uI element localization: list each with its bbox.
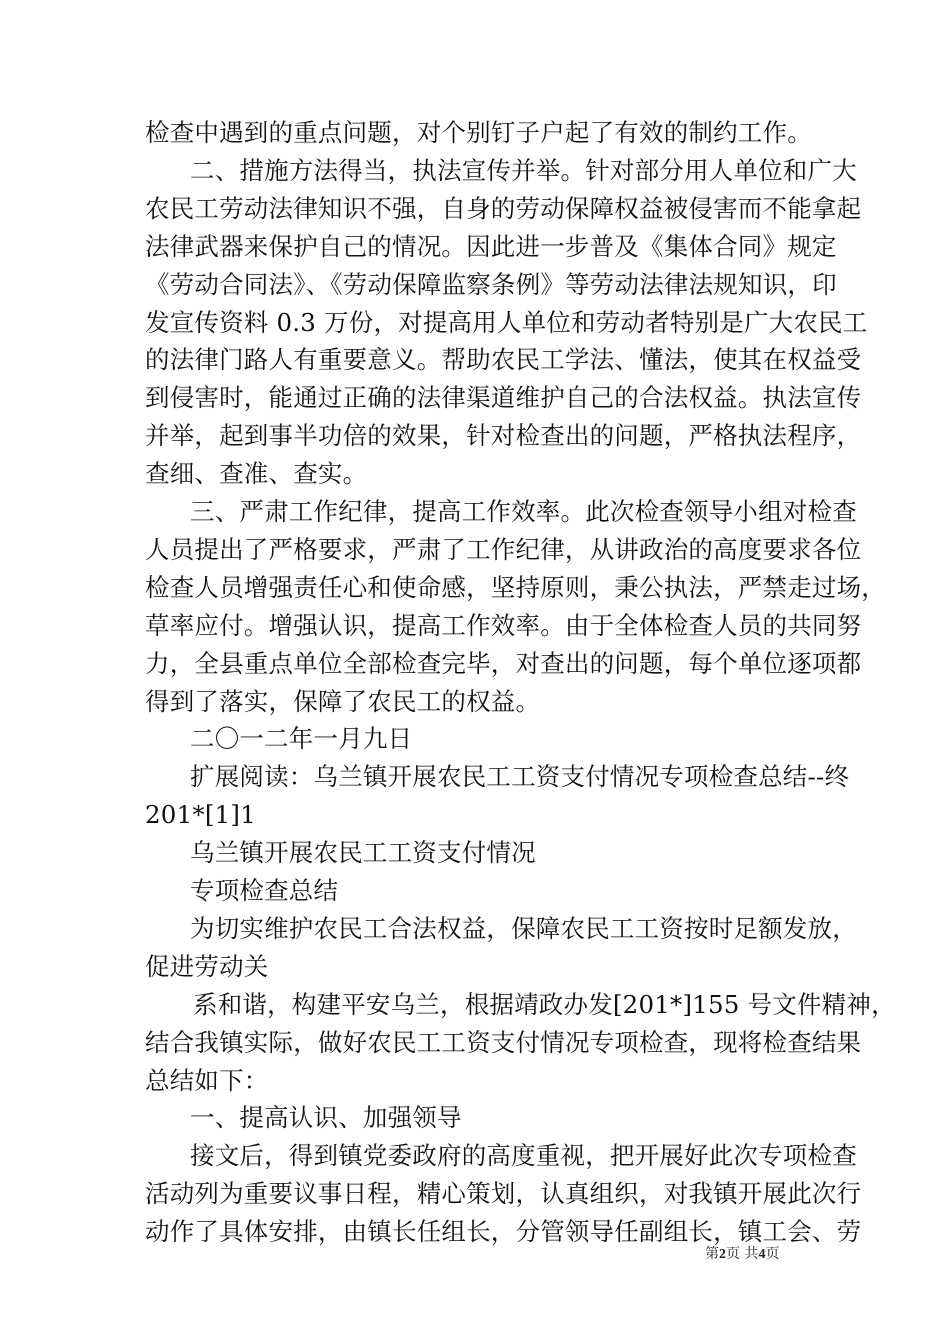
text-line: 检查人员增强责任心和使命感，坚持原则，秉公执法，严禁走过场， xyxy=(145,572,886,602)
current-page-number: 2 xyxy=(719,1247,726,1262)
section-title: 乌兰镇开展农民工工资支付情况 xyxy=(190,838,536,868)
text-line: 查细、查准、查实。 xyxy=(145,459,368,489)
footer-middle: 页 共 xyxy=(726,1246,759,1262)
text-line: 发宣传资料 0.3 万份，对提高用人单位和劳动者特别是广大农民工 xyxy=(145,307,868,337)
text-line: 促进劳动关 xyxy=(145,951,269,981)
text-line: 法律武器来保护自己的情况。因此进一步普及《集体合同》规定 xyxy=(145,231,837,261)
text-line: 二、措施方法得当，执法宣传并举。针对部分用人单位和广大 xyxy=(190,155,857,185)
text-line: 扩展阅读：乌兰镇开展农民工工资支付情况专项检查总结--终 xyxy=(190,762,850,792)
footer-suffix: 页 xyxy=(765,1246,780,1262)
text-line: 力，全县重点单位全部检查完毕，对查出的问题，每个单位逐项都 xyxy=(145,648,862,678)
text-line: 三、严肃工作纪律，提高工作效率。此次检查领导小组对检查 xyxy=(190,497,857,526)
text-line: 草率应付。增强认识，提高工作效率。由于全体检查人员的共同努 xyxy=(145,610,862,640)
text-line: 检查中遇到的重点问题，对个别钉子户起了有效的制约工作。 xyxy=(145,118,812,147)
page-footer xyxy=(705,1245,779,1264)
text-line: 的法律门路人有重要意义。帮助农民工学法、懂法，使其在权益受 xyxy=(145,345,862,375)
text-line: 201*[1]1 xyxy=(145,800,256,830)
section-title: 专项检查总结 xyxy=(190,876,339,905)
text-line: 并举，起到事半功倍的效果，针对检查出的问题，严格执法程序， xyxy=(145,421,862,451)
text-line: 《劳动合同法》、《劳动保障监察条例》等劳动法律法规知识，印 xyxy=(145,269,837,299)
text-line: 一、提高认识、加强领导 xyxy=(190,1103,462,1133)
text-line: 系和谐，构建平安乌兰，根据靖政办发[201*]155 号文件精神， xyxy=(193,989,896,1019)
text-line: 接文后，得到镇党委政府的高度重视，把开展好此次专项检查 xyxy=(190,1141,857,1171)
text-line: 得到了落实，保障了农民工的权益。 xyxy=(145,686,541,716)
total-pages-number: 4 xyxy=(758,1247,766,1262)
text-line: 人员提出了严格要求，严肃了工作纪律，从讲政治的高度要求各位 xyxy=(145,534,862,564)
text-line: 到侵害时，能通过正确的法律渠道维护自己的合法权益。执法宣传 xyxy=(145,383,862,413)
text-line: 农民工劳动法律知识不强，自身的劳动保障权益被侵害而不能拿起 xyxy=(145,193,862,223)
text-line: 为切实维护农民工合法权益，保障农民工工资按时足额发放， xyxy=(190,913,857,943)
text-line: 总结如下： xyxy=(145,1065,269,1095)
date-line: 二〇一二年一月九日 xyxy=(190,724,413,754)
text-line: 结合我镇实际，做好农民工工资支付情况专项检查，现将检查结果 xyxy=(145,1027,862,1057)
text-line: 动作了具体安排，由镇长任组长，分管领导任副组长，镇工会、劳 xyxy=(145,1217,862,1247)
text-line: 活动列为重要议事日程，精心策划，认真组织，对我镇开展此次行 xyxy=(145,1179,862,1209)
footer-prefix: 第 xyxy=(705,1246,719,1262)
